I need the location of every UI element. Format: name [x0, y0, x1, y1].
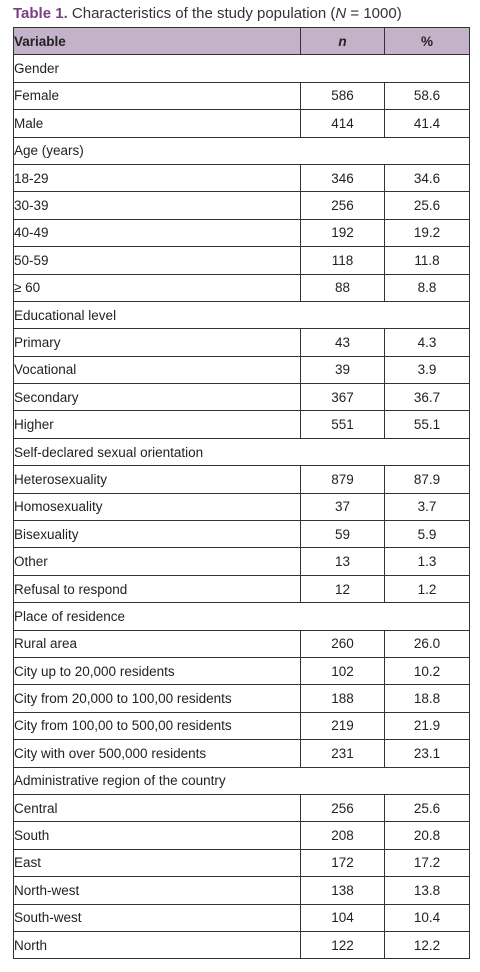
table-caption-text: [68, 5, 402, 22]
table-row: [14, 794, 470, 821]
row-label: City from 100,00 to 500,00 residents: [14, 712, 301, 739]
row-label: East: [14, 849, 301, 876]
table-row: [14, 931, 470, 958]
table-row: [14, 110, 470, 137]
row-n-value: 551: [301, 411, 385, 438]
row-percent-value: 55.1: [385, 411, 470, 438]
row-percent-value: 11.8: [385, 247, 470, 274]
row-label: Central: [14, 794, 301, 821]
row-percent-value: 25.6: [385, 794, 470, 821]
table-row: [14, 493, 470, 520]
group-title: Gender: [14, 55, 470, 82]
row-label: North-west: [14, 877, 301, 904]
row-label: Other: [14, 548, 301, 575]
row-label: Bisexuality: [14, 521, 301, 548]
row-percent-value: 1.3: [385, 548, 470, 575]
row-n-value: 586: [301, 82, 385, 109]
row-label: Higher: [14, 411, 301, 438]
row-n-value: 879: [301, 466, 385, 493]
row-n-value: 138: [301, 877, 385, 904]
table-caption-label: Table 1.: [13, 5, 68, 22]
table-row: [14, 630, 470, 657]
row-percent-value: 10.2: [385, 657, 470, 684]
row-percent-value: 4.3: [385, 329, 470, 356]
row-label: 40-49: [14, 219, 301, 246]
row-label: Homosexuality: [14, 493, 301, 520]
row-n-value: 260: [301, 630, 385, 657]
row-percent-value: 26.0: [385, 630, 470, 657]
table-row: [14, 712, 470, 739]
table-row: [14, 219, 470, 246]
row-n-value: 256: [301, 192, 385, 219]
row-percent-value: 13.8: [385, 877, 470, 904]
row-n-value: 256: [301, 794, 385, 821]
table-body: [14, 55, 470, 959]
group-title: Self-declared sexual orientation: [14, 438, 470, 465]
row-label: Heterosexuality: [14, 466, 301, 493]
group-title: Educational level: [14, 301, 470, 328]
row-percent-value: 34.6: [385, 164, 470, 191]
caption-text-before: Characteristics of the study population (: [67, 5, 336, 22]
row-percent-value: 23.1: [385, 740, 470, 767]
table-row: [14, 877, 470, 904]
row-percent-value: 12.2: [385, 931, 470, 958]
group-header-row: [14, 137, 470, 164]
table-row: [14, 849, 470, 876]
row-label: Secondary: [14, 384, 301, 411]
table-row: [14, 740, 470, 767]
group-header-row: [14, 55, 470, 82]
table-row: [14, 822, 470, 849]
table-header-row: [14, 28, 470, 55]
row-n-value: 88: [301, 274, 385, 301]
table-row: [14, 685, 470, 712]
row-label: North: [14, 931, 301, 958]
row-n-value: 208: [301, 822, 385, 849]
row-n-value: 13: [301, 548, 385, 575]
row-label: Male: [14, 110, 301, 137]
row-label: 50-59: [14, 247, 301, 274]
row-percent-value: 17.2: [385, 849, 470, 876]
table-row: [14, 384, 470, 411]
header-variable: Variable: [14, 28, 301, 55]
group-title: Place of residence: [14, 603, 470, 630]
table-row: [14, 274, 470, 301]
row-n-value: 104: [301, 904, 385, 931]
row-percent-value: 41.4: [385, 110, 470, 137]
row-n-value: 231: [301, 740, 385, 767]
row-percent-value: 3.9: [385, 356, 470, 383]
table-row: [14, 904, 470, 931]
row-percent-value: 36.7: [385, 384, 470, 411]
header-percent: %: [385, 28, 470, 55]
table-row: [14, 164, 470, 191]
row-percent-value: 25.6: [385, 192, 470, 219]
group-header-row: [14, 301, 470, 328]
row-n-value: 122: [301, 931, 385, 958]
row-label: 30-39: [14, 192, 301, 219]
table-row: [14, 657, 470, 684]
group-header-row: [14, 603, 470, 630]
row-label: Primary: [14, 329, 301, 356]
row-label: Rural area: [14, 630, 301, 657]
row-n-value: 39: [301, 356, 385, 383]
row-label: City from 20,000 to 100,00 residents: [14, 685, 301, 712]
row-n-value: 102: [301, 657, 385, 684]
caption-n-symbol: N: [335, 5, 347, 22]
table-row: [14, 411, 470, 438]
row-n-value: 346: [301, 164, 385, 191]
row-label: City up to 20,000 residents: [14, 657, 301, 684]
row-label: Vocational: [14, 356, 301, 383]
group-header-row: [14, 767, 470, 794]
table-row: [14, 82, 470, 109]
table-row: [14, 466, 470, 493]
row-percent-value: 18.8: [385, 685, 470, 712]
table-row: [14, 575, 470, 602]
row-percent-value: 20.8: [385, 822, 470, 849]
row-n-value: 414: [301, 110, 385, 137]
table-row: [14, 247, 470, 274]
row-n-value: 37: [301, 493, 385, 520]
row-percent-value: 3.7: [385, 493, 470, 520]
table-row: [14, 192, 470, 219]
study-population-table: [13, 27, 470, 959]
row-n-value: 118: [301, 247, 385, 274]
row-n-value: 12: [301, 575, 385, 602]
group-header-row: [14, 438, 470, 465]
row-percent-value: 87.9: [385, 466, 470, 493]
row-percent-value: 1.2: [385, 575, 470, 602]
row-label: South-west: [14, 904, 301, 931]
table-row: [14, 329, 470, 356]
caption-text-after: = 1000): [346, 5, 402, 22]
row-percent-value: 19.2: [385, 219, 470, 246]
row-percent-value: 5.9: [385, 521, 470, 548]
row-label: Refusal to respond: [14, 575, 301, 602]
row-percent-value: 10.4: [385, 904, 470, 931]
row-n-value: 367: [301, 384, 385, 411]
row-label: City with over 500,000 residents: [14, 740, 301, 767]
group-title: Administrative region of the country: [14, 767, 470, 794]
row-label: Female: [14, 82, 301, 109]
table-row: [14, 548, 470, 575]
row-n-value: 188: [301, 685, 385, 712]
row-n-value: 219: [301, 712, 385, 739]
row-label: South: [14, 822, 301, 849]
table-row: [14, 521, 470, 548]
row-n-value: 192: [301, 219, 385, 246]
row-n-value: 59: [301, 521, 385, 548]
header-n: n: [301, 28, 385, 55]
row-percent-value: 58.6: [385, 82, 470, 109]
row-label: ≥ 60: [14, 274, 301, 301]
group-title: Age (years): [14, 137, 470, 164]
row-percent-value: 21.9: [385, 712, 470, 739]
table-caption: [13, 3, 402, 25]
row-percent-value: 8.8: [385, 274, 470, 301]
table-row: [14, 356, 470, 383]
row-n-value: 172: [301, 849, 385, 876]
row-n-value: 43: [301, 329, 385, 356]
row-label: 18-29: [14, 164, 301, 191]
